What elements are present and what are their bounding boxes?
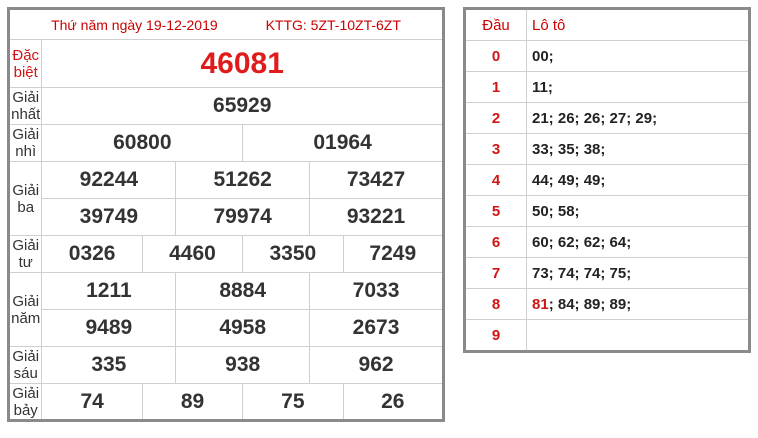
third-prize-row bbox=[9, 162, 444, 199]
loto-numbers: 21; 26; 26; 27; 29; bbox=[527, 103, 750, 134]
fourth-prize-value: 0326 bbox=[42, 236, 142, 273]
third-prize-row bbox=[9, 199, 444, 236]
loto-numbers bbox=[527, 289, 750, 320]
first-prize-row bbox=[9, 88, 444, 125]
loto-header-row bbox=[465, 9, 750, 41]
seventh-prize-label: Giải bảy bbox=[9, 384, 42, 421]
loto-numbers: 11; bbox=[527, 72, 750, 103]
loto-row bbox=[465, 289, 750, 320]
second-prize-row bbox=[9, 125, 444, 162]
fifth-prize-value: 1211 bbox=[42, 273, 176, 310]
loto-head-digit: 4 bbox=[465, 165, 527, 196]
loto-numbers-rest: ; 84; 89; 89; bbox=[548, 295, 632, 313]
loto-numbers: 00; bbox=[527, 41, 750, 72]
sixth-prize-label: Giải sáu bbox=[9, 347, 42, 384]
special-prize-label: Đặc biệt bbox=[9, 40, 42, 88]
loto-row bbox=[465, 227, 750, 258]
fourth-prize-value: 7249 bbox=[343, 236, 443, 273]
loto-head-digit: 0 bbox=[465, 41, 527, 72]
sixth-prize-value: 335 bbox=[42, 347, 176, 384]
fourth-prize-label: Giải tư bbox=[9, 236, 42, 273]
second-prize-value: 60800 bbox=[42, 125, 243, 162]
loto-row bbox=[465, 72, 750, 103]
sixth-prize-row bbox=[9, 347, 444, 384]
first-prize-value: 65929 bbox=[42, 88, 444, 125]
seventh-prize-row bbox=[9, 384, 444, 421]
second-prize-label: Giải nhì bbox=[9, 125, 42, 162]
seventh-prize-value: 74 bbox=[42, 384, 142, 421]
special-prize-value: 46081 bbox=[42, 40, 444, 88]
kttg-code: KTTG: 5ZT-10ZT-6ZT bbox=[265, 16, 401, 33]
loto-head-digit: 2 bbox=[465, 103, 527, 134]
third-prize-value: 93221 bbox=[310, 199, 444, 236]
third-prize-label: Giải ba bbox=[9, 162, 42, 236]
loto-numbers: 44; 49; 49; bbox=[527, 165, 750, 196]
head-column-header: Đầu bbox=[465, 9, 527, 41]
loto-head-digit: 9 bbox=[465, 320, 527, 352]
fifth-prize-value: 4958 bbox=[176, 310, 310, 347]
loto-row bbox=[465, 320, 750, 352]
seventh-prize-value: 89 bbox=[142, 384, 242, 421]
fifth-prize-value: 9489 bbox=[42, 310, 176, 347]
sixth-prize-value: 938 bbox=[176, 347, 310, 384]
loto-head-digit: 5 bbox=[465, 196, 527, 227]
loto-head-digit: 1 bbox=[465, 72, 527, 103]
loto-row bbox=[465, 165, 750, 196]
third-prize-value: 51262 bbox=[176, 162, 310, 199]
special-loto-highlight: 81 bbox=[532, 295, 549, 313]
fifth-prize-value: 2673 bbox=[310, 310, 444, 347]
loto-row bbox=[465, 134, 750, 165]
loto-head-digit: 7 bbox=[465, 258, 527, 289]
fourth-prize-row bbox=[9, 236, 444, 273]
loto-row bbox=[465, 196, 750, 227]
fifth-prize-row bbox=[9, 310, 444, 347]
loto-table bbox=[463, 7, 751, 353]
loto-column-header: Lô tô bbox=[527, 9, 750, 41]
first-prize-label: Giải nhất bbox=[9, 88, 42, 125]
third-prize-value: 39749 bbox=[42, 199, 176, 236]
loto-numbers bbox=[527, 320, 750, 352]
fifth-prize-value: 7033 bbox=[310, 273, 444, 310]
loto-numbers: 50; 58; bbox=[527, 196, 750, 227]
third-prize-value: 92244 bbox=[42, 162, 176, 199]
results-table bbox=[7, 7, 445, 422]
draw-date: Thứ năm ngày 19-12-2019 bbox=[51, 16, 218, 33]
seventh-prize-value: 75 bbox=[243, 384, 343, 421]
loto-row bbox=[465, 258, 750, 289]
third-prize-value: 73427 bbox=[310, 162, 444, 199]
sixth-prize-value: 962 bbox=[310, 347, 444, 384]
special-prize-row bbox=[9, 40, 444, 88]
third-prize-value: 79974 bbox=[176, 199, 310, 236]
loto-row bbox=[465, 41, 750, 72]
fifth-prize-value: 8884 bbox=[176, 273, 310, 310]
loto-row bbox=[465, 103, 750, 134]
results-header-row bbox=[9, 9, 444, 40]
loto-head-digit: 8 bbox=[465, 289, 527, 320]
second-prize-value: 01964 bbox=[243, 125, 444, 162]
loto-head-digit: 3 bbox=[465, 134, 527, 165]
loto-numbers: 60; 62; 62; 64; bbox=[527, 227, 750, 258]
loto-numbers: 33; 35; 38; bbox=[527, 134, 750, 165]
fourth-prize-value: 4460 bbox=[142, 236, 242, 273]
fifth-prize-label: Giải năm bbox=[9, 273, 42, 347]
fifth-prize-row bbox=[9, 273, 444, 310]
loto-numbers: 73; 74; 74; 75; bbox=[527, 258, 750, 289]
seventh-prize-value: 26 bbox=[343, 384, 443, 421]
loto-head-digit: 6 bbox=[465, 227, 527, 258]
fourth-prize-value: 3350 bbox=[243, 236, 343, 273]
